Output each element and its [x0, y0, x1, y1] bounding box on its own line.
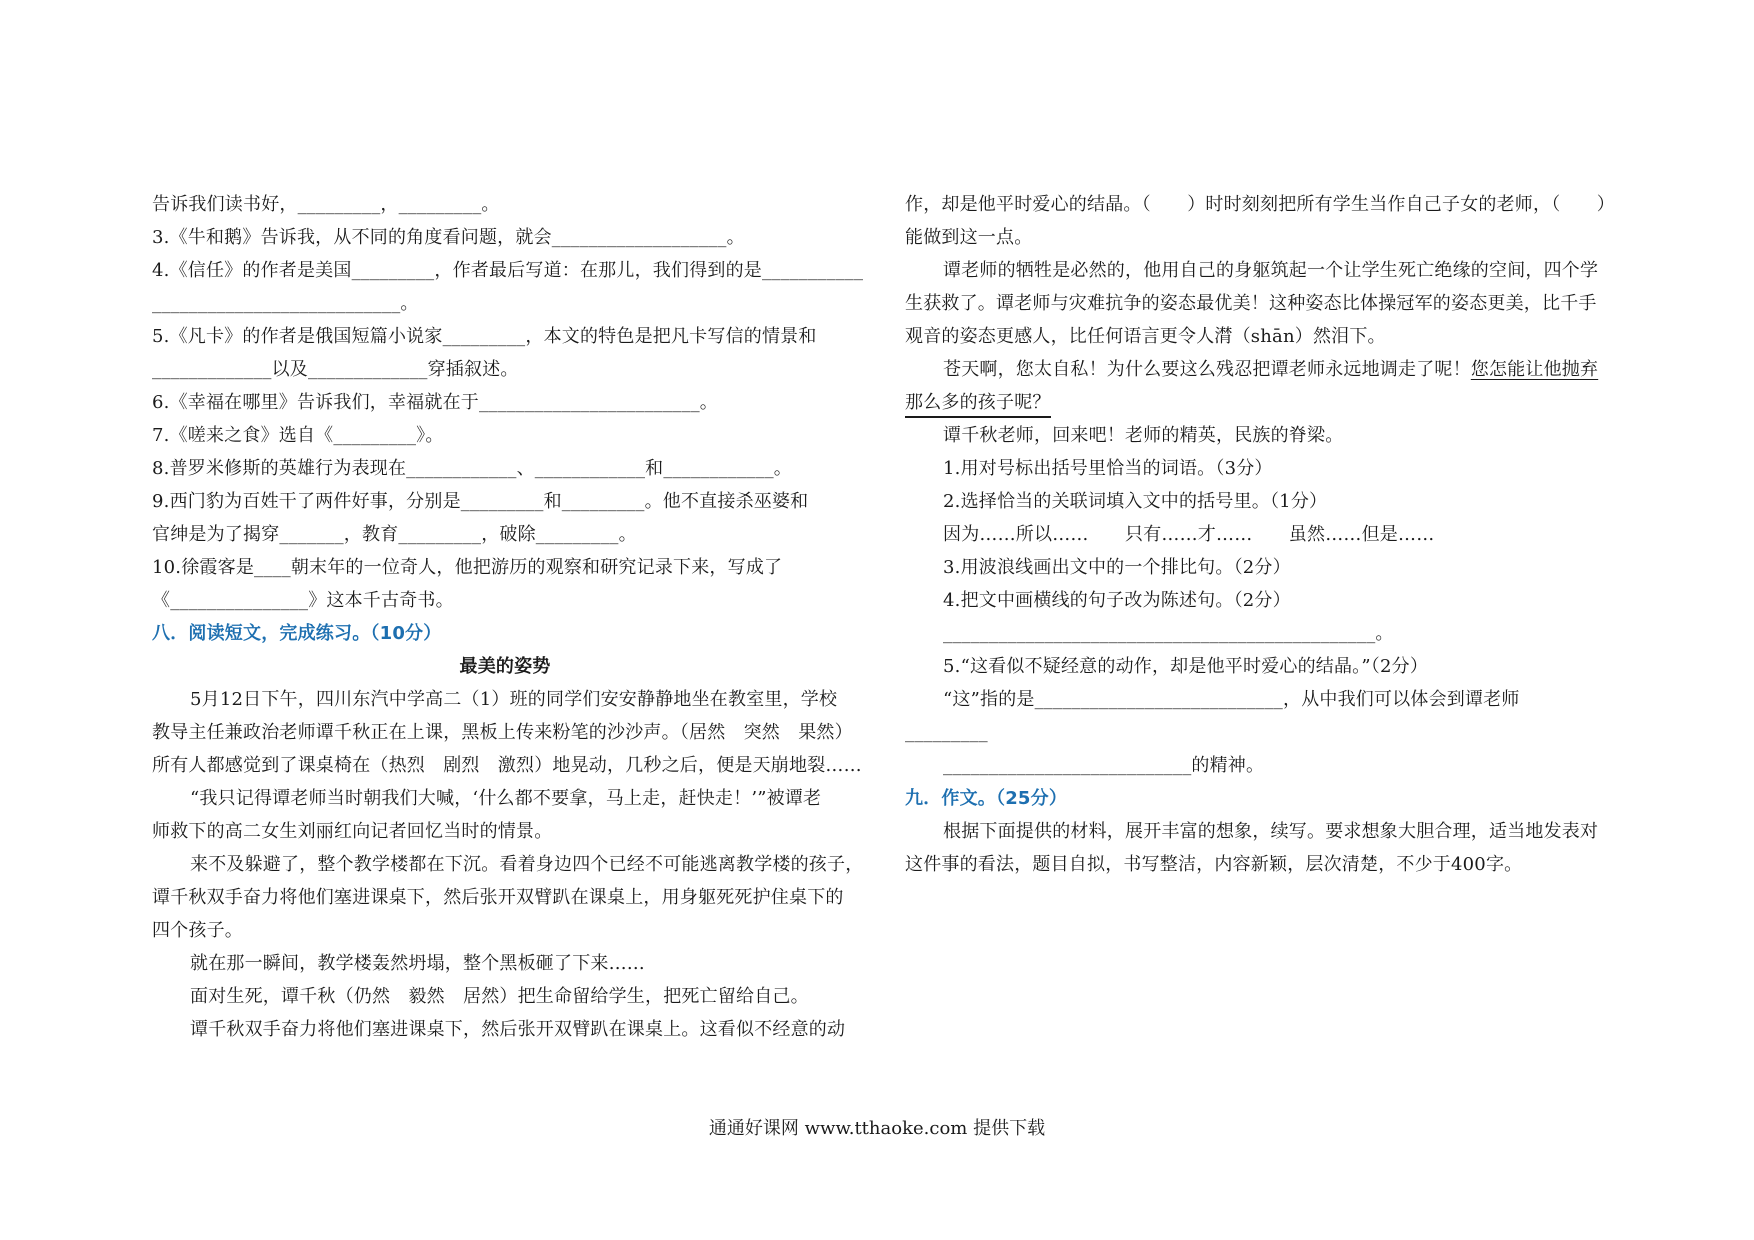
essay-instructions: 这件事的看法，题目自拟，书写整洁，内容新颖，层次清楚，不少于400字。: [905, 854, 1523, 875]
section-9-heading: 九．作文。（25分）: [905, 788, 1068, 809]
passage-line: 生获救了。谭老师与灾难抗争的姿态最优美！这种姿态比体操冠军的姿态更美，比千手: [905, 293, 1597, 314]
passage-line: 教导主任兼政治老师谭千秋正在上课，黑板上传来粉笔的沙沙声。（居然 突然 果然）: [152, 722, 853, 743]
question-10: 10.徐霞客是____朝末年的一位奇人，他把游历的观察和研究记录下来，写成了: [152, 557, 783, 578]
passage-line: 5月12日下午，四川东汽中学高二（1）班的同学们安安静静地坐在教室里，学校: [190, 689, 838, 710]
footer-credit: 通通好课网 www.tthaoke.com 提供下载: [708, 1118, 1046, 1139]
passage-line: 四个孩子。: [152, 920, 243, 941]
conjunction-options: 因为……所以…… 只有……才…… 虽然……但是……: [943, 524, 1435, 545]
passage-line: 面对生死，谭千秋（仍然 毅然 居然）把生命留给学生，把死亡留给自己。: [190, 986, 809, 1007]
underlined-sentence-cont: 那么多的孩子呢？: [905, 389, 1051, 418]
essay-instructions: 根据下面提供的材料，展开丰富的想象，续写。要求想象大胆合理，适当地发表对: [943, 821, 1599, 842]
question-4: 4.把文中画横线的句子改为陈述句。（2分）: [943, 590, 1291, 611]
answer-blank: ___________________________的精神。: [943, 755, 1265, 776]
question-5-cont: _____________以及_____________穿插叙述。: [152, 359, 519, 380]
passage-line: 师救下的高二女生刘丽红向记者回忆当时的情景。: [152, 821, 553, 842]
question-6: 6.《幸福在哪里》告诉我们，幸福就在于________________________。: [152, 392, 718, 413]
section-8-heading: 八．阅读短文，完成练习。（10分）: [152, 623, 442, 644]
passage-line: 所有人都感觉到了课桌椅在（热烈 剧烈 激烈）地晃动，几秒之后，便是天崩地裂……: [152, 755, 862, 776]
fill-blank-line: 告诉我们读书好，_________，_________。: [152, 194, 500, 215]
passage-text: 苍天啊，您太自私！为什么要这么残忍把谭老师永远地调走了呢！: [943, 359, 1471, 380]
question-9: 9.西门豹为百姓干了两件好事，分别是_________和_________。他不直接杀巫婆和: [152, 491, 809, 512]
right-column: [905, 188, 1615, 881]
question-1: 1.用对号标出括号里恰当的词语。（3分）: [943, 458, 1273, 479]
question-3: 3.用波浪线画出文中的一个排比句。（2分）: [943, 557, 1291, 578]
question-2: 2.选择恰当的关联词填入文中的括号里。（1分）: [943, 491, 1328, 512]
passage-title: 最美的姿势: [459, 656, 551, 677]
passage-line: [905, 353, 1611, 386]
question-8: 8.普罗米修斯的英雄行为表现在____________、____________和____________。: [152, 458, 792, 479]
passage-line: 谭千秋双手奋力将他们塞进课桌下，然后张开双臂趴在课桌上，用身躯死死护住桌下的: [152, 887, 844, 908]
underlined-sentence: 您怎能让他抛弃: [1470, 359, 1599, 380]
passage-line: 作，却是他平时爱心的结晶。（ ）时时刻刻把所有学生当作自己子女的老师，（ ）: [905, 194, 1615, 215]
answer-blank: _______________________________________________。: [943, 623, 1394, 644]
passage-line: 能做到这一点。: [905, 227, 1033, 248]
passage-line: 谭老师的牺牲是必然的，他用自己的身躯筑起一个让学生死亡绝缘的空间，四个学: [943, 260, 1599, 281]
question-5: 5.《凡卡》的作者是俄国短篇小说家_________，本文的特色是把凡卡写信的情景和: [152, 326, 817, 347]
question-3: 3.《牛和鹅》告诉我，从不同的角度看问题，就会___________________。: [152, 227, 745, 248]
answer-blank: _________: [905, 722, 988, 743]
left-column: [152, 188, 864, 1046]
passage-line: 谭千秋双手奋力将他们塞进课桌下，然后张开双臂趴在课桌上。这看似不经意的动: [190, 1019, 846, 1040]
question-4-cont: ___________________________。: [152, 293, 419, 314]
passage-line: 观音的姿态更感人，比任何语言更令人潸（shān）然泪下。: [905, 326, 1386, 347]
passage-line: [905, 386, 1611, 419]
passage-line: 就在那一瞬间，教学楼轰然坍塌，整个黑板砸了下来……: [190, 953, 645, 974]
question-7: 7.《嗟来之食》选自《_________》。: [152, 425, 444, 446]
question-5: 5.“这看似不疑经意的动作，却是他平时爱心的结晶。”（2分）: [943, 656, 1429, 677]
question-5-prompt: “这”指的是___________________________，从中我们可以体会到谭老师: [943, 689, 1520, 710]
question-9-cont: 官绅是为了揭穿_______，教育_________，破除_________。: [152, 524, 637, 545]
question-10-cont: 《_______________》这本千古奇书。: [152, 590, 454, 611]
passage-line: “我只记得谭老师当时朝我们大喊，‘什么都不要拿，马上走，赶快走！’”被谭老: [190, 788, 822, 809]
passage-line: 谭千秋老师，回来吧！老师的精英，民族的脊梁。: [943, 425, 1344, 446]
passage-line: 来不及躲避了，整个教学楼都在下沉。看着身边四个已经不可能逃离教学楼的孩子，: [190, 854, 864, 875]
question-4: 4.《信任》的作者是美国_________，作者最后写道：在那儿，我们得到的是___________: [152, 260, 864, 281]
